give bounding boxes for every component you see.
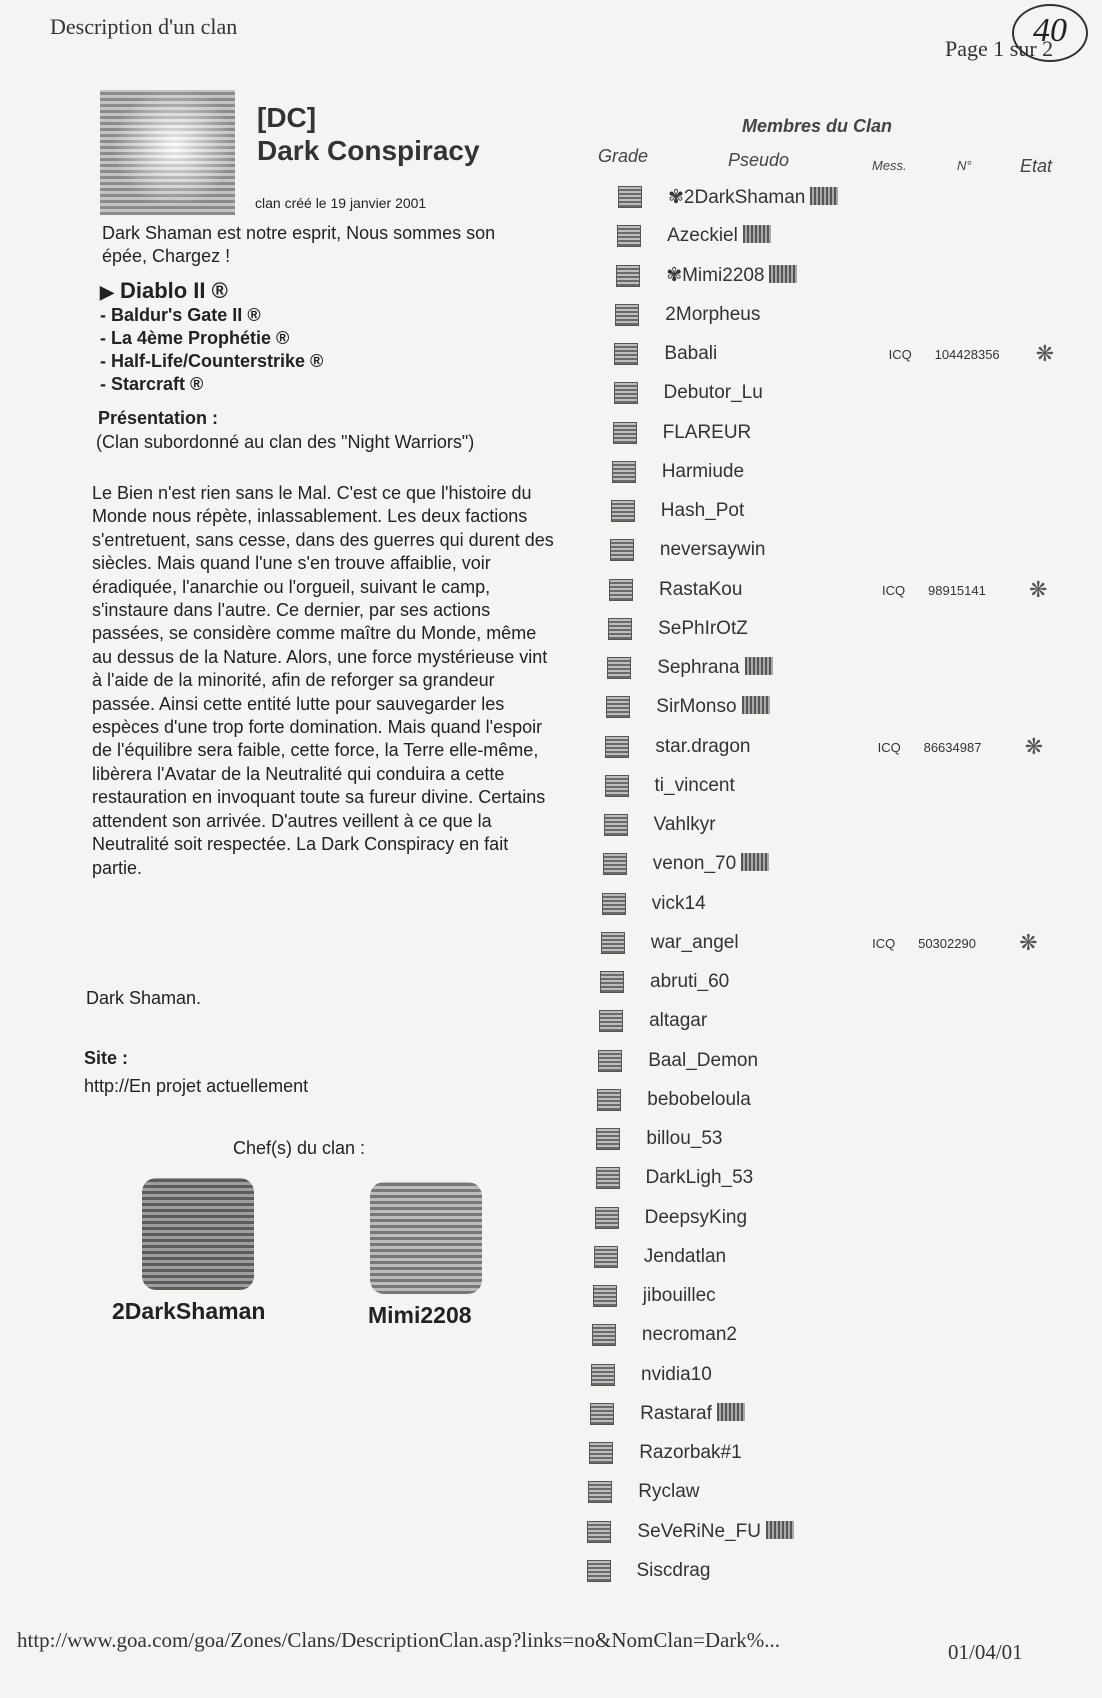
member-row (599, 1007, 707, 1035)
messenger-number: 86634987 (923, 739, 982, 755)
crown-icon: ✾ (666, 265, 683, 286)
member-pseudo-text: Hash_Pot (660, 500, 745, 521)
member-pseudo-text: Baal_Demon (648, 1049, 759, 1071)
clan-story: Le Bien n'est rien sans le Mal. C'est ce que l'histoire du Monde nous répète, inlassablement. Les deux factions s'entretuent, sans cesse, dans des guerres qui durent des siècles. Mais quand l'une s'en trouve affaiblie, voir éradiquée, l'anarchie ou l'orgueil, suivant le camp, s'instaure dans l'autre. Ce dernier, par ses actions passées, se considère comme maître du Monde, même au dessus de la Nature. Alors, une force mystérieuse vint à l'aide de la minorité, afin de reforger sa grandeur passée. Ainsi cette entité lutte pour sauvegarder les espèces d'une trop forte domination. Mais quand l'espoir de l'équilibre sera faible, cette force, la Terre elle-même, libèrera l'Avatar de la Neutralité qui conduira a cette restauration en invoquant toute sa fureur divine. Certains attendent son arrivée. D'autres veillent à ce que la Neutralité soit respectée. La Dark Conspiracy en fait partie. (92, 483, 554, 878)
grade-icon (595, 1207, 619, 1229)
member-badge-icon (717, 1403, 745, 1421)
grade-icon (598, 1050, 622, 1072)
member-row (587, 1557, 711, 1585)
grade-icon (616, 265, 640, 287)
grade-icon (607, 657, 631, 679)
chef-avatar[interactable] (370, 1182, 482, 1294)
member-row (588, 1478, 699, 1506)
member-pseudo-text: Vahlkyr (653, 814, 716, 835)
column-header-grade: Grade (598, 146, 649, 166)
status-flower-icon[interactable]: ❋ (1035, 341, 1055, 366)
chef-name-link[interactable]: Mimi2208 (368, 1302, 472, 1328)
member-pseudo-text: star.dragon (655, 735, 751, 757)
member-row (601, 929, 739, 957)
member-pseudo-text: SirMonso (656, 696, 737, 718)
member-pseudo-text: necroman2 (641, 1324, 737, 1346)
grade-icon (613, 422, 637, 444)
member-pseudo-text: DeepsyKing (644, 1206, 748, 1228)
clan-created-date: clan créé le 19 janvier 2001 (255, 195, 427, 211)
grade-icon (603, 853, 627, 875)
member-pseudo-text: abruti_60 (650, 971, 730, 992)
members-title: Membres du Clan (742, 116, 893, 136)
column-header-mess: Mess. (872, 158, 907, 173)
grade-icon (593, 1285, 617, 1307)
member-pseudo-link[interactable] (647, 1089, 751, 1111)
member-pseudo-text: venon_70 (652, 853, 737, 875)
member-row (604, 811, 716, 839)
member-pseudo-link[interactable] (659, 579, 742, 601)
site-value: http://En projet actuellement (84, 1076, 309, 1096)
member-pseudo-text: neversaywin (659, 539, 766, 561)
chefs-label: Chef(s) du clan : (233, 1138, 366, 1158)
column-header-number: N° (957, 158, 972, 173)
member-pseudo-link[interactable] (661, 500, 744, 522)
header-title: Description d'un clan (50, 14, 238, 39)
messenger-type: ICQ (888, 347, 912, 362)
member-pseudo-link[interactable] (649, 1010, 707, 1032)
member-pseudo-link[interactable] (637, 1521, 794, 1543)
grade-icon (588, 1481, 612, 1503)
member-pseudo-link[interactable] (666, 264, 797, 287)
clan-name: Dark Conspiracy (257, 135, 480, 166)
grade-icon (615, 304, 639, 326)
member-row (596, 1125, 722, 1153)
grade-icon (605, 775, 629, 797)
grade-icon (587, 1521, 611, 1543)
member-pseudo-link[interactable] (658, 618, 748, 640)
main-game-label: Diablo II ® (119, 278, 228, 303)
main-game (100, 278, 228, 304)
member-row (617, 222, 771, 250)
member-row (608, 615, 748, 643)
messenger-number: 50302290 (918, 935, 976, 951)
member-pseudo-text: Siscdrag (636, 1559, 711, 1581)
member-pseudo-link[interactable] (663, 422, 752, 444)
member-pseudo-text: Debutor_Lu (663, 382, 763, 404)
member-row (592, 1321, 737, 1349)
footer-url: http://www.goa.com/goa/Zones/Clans/DescriptionClan.asp?links=no&NomClan=Dark%... (17, 1628, 781, 1652)
grade-icon (610, 539, 634, 561)
game-item: - La 4ème Prophétie ® (100, 328, 290, 348)
member-pseudo-link[interactable] (648, 1050, 758, 1072)
member-pseudo-link[interactable] (653, 853, 769, 875)
messenger-type: ICQ (882, 582, 906, 598)
clan-motto: Dark Shaman est notre esprit, Nous sommes son épée, Chargez ! (102, 223, 496, 266)
member-badge-icon (745, 657, 773, 675)
grade-icon (612, 461, 636, 483)
member-pseudo-link[interactable] (644, 1246, 726, 1268)
member-row (590, 1400, 745, 1428)
member-pseudo-text: ti_vincent (654, 774, 735, 796)
member-badge-icon (743, 225, 771, 243)
member-badge-icon (742, 696, 770, 714)
member-row (615, 301, 760, 329)
grade-icon (618, 186, 642, 208)
game-item: - Half-Life/Counterstrike ® (100, 351, 324, 371)
grade-icon (604, 814, 628, 836)
member-pseudo-link[interactable] (656, 696, 769, 718)
clan-logo-image (100, 90, 235, 215)
member-pseudo-link[interactable] (641, 1364, 712, 1386)
member-pseudo-text: bebobeloula (647, 1088, 751, 1110)
member-pseudo-link[interactable] (646, 1128, 722, 1150)
member-pseudo-link[interactable] (664, 343, 717, 365)
messenger-type: ICQ (877, 739, 901, 755)
grade-icon (596, 1128, 620, 1150)
member-pseudo-link[interactable] (660, 539, 766, 561)
member-badge-icon (741, 853, 769, 871)
member-row (602, 890, 706, 918)
crown-icon: ✾ (668, 186, 684, 208)
member-pseudo-link[interactable] (643, 1285, 716, 1307)
member-pseudo-text: SePhIrOtZ (658, 617, 748, 639)
member-pseudo-text: Ryclaw (638, 1481, 700, 1503)
member-row (587, 1518, 794, 1546)
member-row (591, 1361, 712, 1389)
grade-icon (606, 696, 630, 718)
member-pseudo-text: Mimi2208 (682, 265, 765, 286)
game-item: - Baldur's Gate II ® (100, 305, 261, 325)
member-row (610, 536, 766, 564)
member-row (614, 379, 763, 407)
grade-icon (599, 1010, 623, 1032)
arrow-icon: ▶ (100, 282, 114, 302)
member-pseudo-link[interactable] (642, 1324, 737, 1346)
grade-icon (592, 1324, 616, 1346)
member-pseudo-text: Babali (664, 343, 718, 364)
site-label: Site : (84, 1048, 129, 1068)
grade-icon (609, 579, 633, 601)
messenger-number: 104428356 (934, 347, 1000, 362)
member-row (618, 183, 838, 211)
grade-icon (614, 382, 638, 404)
member-pseudo-link[interactable] (646, 1167, 754, 1189)
member-pseudo-link[interactable] (668, 186, 838, 209)
page-number: Page 1 sur 2 (945, 36, 1054, 61)
member-pseudo-text: Rastaraf (640, 1402, 712, 1424)
member-pseudo-link[interactable] (645, 1207, 747, 1229)
member-pseudo-text: Harmiude (661, 460, 745, 482)
member-pseudo-link[interactable] (638, 1481, 699, 1503)
member-row (593, 1282, 716, 1310)
member-row (600, 968, 729, 996)
member-pseudo-text: jibouillec (642, 1285, 716, 1306)
game-item: - Starcraft ® (100, 374, 204, 394)
member-row (614, 340, 717, 368)
member-row (597, 1086, 751, 1114)
handwritten-mark: 40 (1012, 4, 1088, 62)
member-pseudo-link[interactable] (654, 814, 716, 836)
member-pseudo-link[interactable] (650, 971, 729, 993)
member-row (595, 1204, 747, 1232)
member-row (598, 1047, 758, 1075)
grade-icon (597, 1089, 621, 1111)
member-pseudo-link[interactable] (664, 382, 763, 404)
grade-icon (601, 932, 625, 954)
member-pseudo-link[interactable] (655, 775, 735, 797)
grade-icon (617, 225, 641, 247)
member-pseudo-link[interactable] (657, 657, 772, 679)
status-flower-icon[interactable]: ❋ (1024, 733, 1044, 759)
grade-icon (605, 736, 629, 758)
member-pseudo-link[interactable] (640, 1403, 745, 1425)
games-list (100, 304, 323, 396)
grade-icon (614, 343, 638, 365)
member-pseudo-link[interactable] (652, 893, 706, 915)
messenger-number: 98915141 (928, 582, 986, 598)
member-pseudo-text: DarkLigh_53 (645, 1167, 754, 1189)
member-pseudo-link[interactable] (662, 461, 744, 483)
messenger-type: ICQ (872, 935, 896, 951)
member-pseudo-text: war_angel (650, 931, 739, 953)
column-header-etat: Etat (1020, 156, 1053, 176)
grade-icon (600, 971, 624, 993)
member-pseudo-link[interactable] (667, 225, 771, 247)
member-badge-icon (766, 1521, 794, 1539)
member-pseudo-text: nvidia10 (641, 1363, 712, 1385)
clan-tag: [DC] (257, 102, 317, 133)
member-pseudo-link[interactable] (651, 932, 739, 954)
presentation-label: Présentation : (98, 408, 219, 428)
member-pseudo-text: Sephrana (657, 657, 740, 678)
member-badge-icon (810, 187, 838, 205)
member-row (613, 419, 752, 447)
member-row (607, 654, 772, 682)
member-pseudo-text: Azeckiel (667, 225, 738, 247)
member-pseudo-link[interactable] (639, 1442, 741, 1464)
status-flower-icon[interactable]: ❋ (1029, 576, 1048, 602)
member-pseudo-text: 2Morpheus (665, 303, 761, 325)
signature: Dark Shaman. (86, 988, 202, 1008)
member-row (616, 262, 797, 290)
chef-avatar[interactable] (142, 1178, 254, 1290)
member-row (603, 850, 769, 878)
member-badge-icon (769, 265, 797, 283)
grade-icon (587, 1560, 611, 1582)
member-pseudo-text: Jendatlan (643, 1245, 727, 1267)
member-pseudo-text: FLAREUR (662, 421, 752, 443)
member-pseudo-text: billou_53 (646, 1128, 723, 1149)
member-row (612, 458, 744, 486)
member-row (596, 1164, 754, 1192)
footer-date: 01/04/01 (948, 1640, 1023, 1664)
member-row (609, 576, 742, 604)
member-row (589, 1439, 741, 1467)
grade-icon (594, 1246, 618, 1268)
status-flower-icon[interactable]: ❋ (1019, 929, 1038, 955)
member-pseudo-text: altagar (649, 1010, 708, 1032)
chef-name-link[interactable]: 2DarkShaman (112, 1298, 266, 1324)
grade-icon (591, 1364, 615, 1386)
member-pseudo-link[interactable] (665, 304, 760, 326)
member-pseudo-text: 2DarkShaman (683, 186, 806, 208)
member-pseudo-text: vick14 (651, 892, 706, 914)
member-row (606, 693, 769, 721)
grade-icon (596, 1167, 620, 1189)
member-row (605, 733, 750, 761)
grade-icon (590, 1403, 614, 1425)
column-header-pseudo: Pseudo (728, 150, 790, 170)
member-pseudo-link[interactable] (655, 736, 750, 758)
grade-icon (608, 618, 632, 640)
member-row (611, 497, 744, 525)
member-row (605, 772, 735, 800)
presentation-subtitle: (Clan subordonné au clan des "Night Warriors") (96, 432, 475, 452)
grade-icon (589, 1442, 613, 1464)
member-pseudo-link[interactable] (637, 1560, 711, 1582)
member-pseudo-text: SeVeRiNe_FU (637, 1520, 761, 1542)
member-row (594, 1243, 726, 1271)
member-pseudo-text: RastaKou (659, 578, 743, 600)
member-pseudo-text: Razorbak#1 (639, 1442, 742, 1463)
grade-icon (611, 500, 635, 522)
grade-icon (602, 893, 626, 915)
